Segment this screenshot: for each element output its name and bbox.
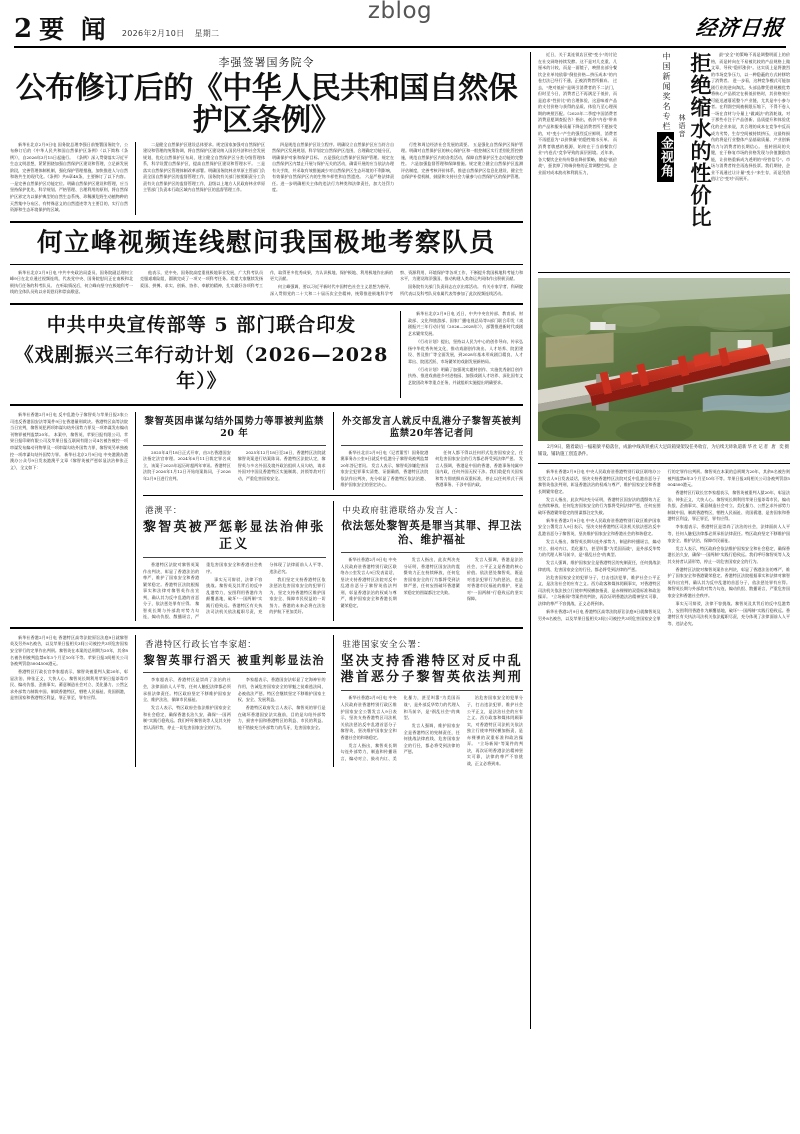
paragraph: 发言人表示，特区政府会依法维护国家安全和社会稳定，确保香港长治久安，确保"一国两制"实践行稳致远。我们呼吁黎智英等人及其支持者认清形势，停止一切危害国家安全的行为。: [143, 705, 231, 730]
story-drama: [10, 311, 523, 398]
ce-kicker: 香港特区行政长官李家超：: [145, 639, 257, 650]
divider: [10, 404, 523, 406]
paragraph: 新华社香港2月9日电 中央人民政府驻香港特别行政区维护国家安全公署发言人9日表示，坚决支持香港特区司法机关依法惩治反中乱港首恶分子黎智英，坚决维护国家安全和香港社会的和谐稳定。: [340, 695, 397, 740]
right-column-overflow-text: [538, 469, 790, 1029]
lo-body: [341, 557, 524, 609]
paragraph: 新华社北京2月9日电 中共中央政治局委员、国务院副总理何立峰9日在北京通过视频连线，代表党中央、国务院慰问正在南极和北极执行任务的科考队员。 在听取情况后，何立峰向坚守在极地科考一线的全体队员致以亲切慰问和崇高敬意。: [10, 269, 133, 295]
paragraph: 香港特区政府发言人表示，黎智英的罪行是在破坏香港国安法实施前，目的是勾结外部势力，损害中国和香港特区的利益、市民的利益。他不惜披充当外部势力的爪牙，危害国家安全。: [237, 705, 326, 730]
opinion-article: [538, 52, 790, 267]
paragraph: 新华社北京2月9日电 国务院总理李强日前签署国务院令，公布修订后的《中华人民共和国自然保护区条例》（以下简称《条例》），自2026年3月15日起施行。 《条例》深入贯彻落实习近平生态文明思想，紧紧围绕加强自然保护区建设和管理，立足新发展阶段，完善管理体制机制，强化保护管理措施，加快推进人与自然和谐共生的现代化。《条例》共8章48条，主要修订了以下内容。 一是完善自然保护区功能定位。明确自然保护区建设和管理，应当坚持保护优先、科学规划、严格管理、合理利用的原则，将自然保护区界定为以保护典型的自然生态系统、珍稀濒危野生动植物种的天然集中分布区、有特殊意义的自然遗迹等为主要目的，实行自然资源和生态环境保护的区域。: [10, 141, 128, 213]
paragraph: 近日，关于某连锁店区壁"变小"的讨论在社交网络持续发酵。这不是对几克重、几厘米的计较，而是一面镜子，映照出部分餐饮企业单纯依靠"倒挂价格—挤压成本"的内卷打法已经行不通，正被消费者所摒弃。 过去，"绝对低价"是吸引消费者的不二法门，但时至今日，消费者已不再满足于低价，而是追求"性价比"的合理体验，这意味着产品的支付价格与获得的品质、体验乃至心理预期的映照匹配。《2025年二季度中国消费者消费意愿调查报告》指出，低价"内卷"带来的产品和服务质量下降是消费者所不愿接受的，对"变小"产生的强烈反应鲜明，消费者不再愿意为"以价换量"的隐性缩水买单。 而消费者敏感的根源，始终在于当前餐饮行业"内卷式"竞争导致的深层困境。近年来，各大餐饮企业纷纷祭出降价策略，掀起"低价战"，蚕食掉了终端价格的正常调整空间。企业面对成本波动和利润压力，: [538, 52, 617, 175]
column-tag: 金视角: [657, 132, 674, 182]
ce-body: [143, 677, 326, 732]
story-he-headline: 何立峰视频连线慰问我国极地考察队员: [36, 228, 496, 259]
date-text: 2026年2月10日: [121, 29, 185, 38]
nso-body: [341, 695, 524, 767]
story-lai-headline: 黎智英因串谋勾结外国势力等罪被判监禁 20 年: [144, 416, 325, 440]
lo-kicker: 中央政府驻港联络办发言人：: [342, 506, 464, 517]
paragraph: 治危害国家安全的犯罪分子，打击违法犯罪，维护社会公平正义，是法治社会的应有之义。西方政客和媒体罔顾事实，对香港特区司法机关依法独立行使审判权横加指责，是赤裸裸的双重标准和政治操弄。 "立场新闻"等案件的判决，再次证明香港法治精神坚实可靠，法律的尊严不容挑战，正义必将到来。: [466, 695, 523, 766]
story-mfa-headline: 外交部发言人就反中乱港分子黎智英被判监禁20年答记者问: [341, 416, 522, 440]
hk-left-column: [10, 412, 136, 621]
opinion-right-text: [711, 52, 790, 184]
lead-story: [10, 54, 523, 215]
paragraph: 新华社北京2月9日电 近日，中共中央宣传部、教育部、财政部、文化和旅游部、国家广播电视总局等5部门联合印发《戏剧振兴三年行动计划（2026—2028年）》，部署推进新时代戏剧艺术繁荣发展。: [408, 311, 523, 336]
divider: [143, 557, 326, 558]
divider: [538, 272, 790, 273]
story-he-body: [10, 270, 523, 298]
bottom-right-area: [136, 635, 523, 768]
masthead-divider: [14, 46, 786, 48]
paragraph: 发言人强调，维护国家安全是香港特区的宪制责任，任何挑战法律底线、危害国家安全的行径，都必将受到法律的严惩。: [538, 560, 661, 572]
paragraph: 香港特区行政长官李家超表示，黎智英被重判人狱20年，彰显法治、伸张正义，大快人心。黎智英长期利用苹果日报荼毒市民、煽动仇恨、歪曲事实、蓄意制造社会对立、美化暴力、公然乞求外部势力制裁中国、制裁香港特区，牺牲人民福祉、贵国祸港，是害国家和香港特区利益，罪正罪至，罪有应得。: [667, 490, 790, 522]
opinion-vertical-title-area: [619, 52, 711, 267]
paragraph: 行性和周边经济社会发展的需要。 五是强化自然保护区保护管理。明确对自然保护区的核心保护区和一般控制区实行差别化管控措施，规范自然保护区内的各类活动，保障自然保护区生态功能的完整性。 六是加强监督管理和保障措施。规定建立健全自然保护区监测评估制度，完善考核评价体系，推进自然保护区信息化建设，健全生态保护补偿机制，鼓励和支持社会力量参与自然保护区的保护管理。: [401, 141, 523, 180]
gangao-kicker: 港澳平：: [145, 506, 183, 517]
paragraph: 李家超表示，香港特区是崇尚了法治的社会，法律面前人人平等，任何人触犯法律都必须承担法律责任。特区政府坚定不移维护国家安全、维护法治，保障市民福祉。: [143, 677, 231, 703]
paragraph: 治危害国家安全的犯罪分子，打击违法犯罪，维护社会公平正义，是法治社会的应有之义。西方政客和媒体罔顾事实，对香港特区司法机关依法独立行使审判权横加指责，是赤裸裸的双重标准和政治操弄。 "立场新闻"等案件的判决，再次证明香港法治精神坚实可靠，法律的尊严不容挑战，正义必将到来。: [538, 574, 661, 606]
story-mfa-qa: [333, 412, 524, 490]
photo-credit: 新华社记者 唐 奕摄: [742, 445, 790, 450]
nso-kicker: 驻港国家安全公署：: [342, 639, 427, 650]
paragraph: 新华社香港2月9日电 中央人民政府驻香港特别行政区维护国家安全公署发言人9日表示，坚决支持香港特区司法机关依法惩治反中乱港首恶分子黎智英，坚决维护国家安全和香港社会的和谐稳定。: [538, 517, 661, 537]
paragraph: 2025年12月18日至26日，香港特区法院就黎智英案进行结案陈词。香港特区法院认定，黎智英与多名外国及境外政治组织人员勾结，请求外国对中国及香港特区实施制裁、封锁等敌对行动，严重危害国家安全。: [237, 449, 326, 481]
paragraph: 香港特区行政长官李家超表示，黎智英被重判人狱20年，彰显法治、伸张正义，大快人心。黎智英长期利用苹果日报荼毒市民、煽动仇恨、歪曲事实、蓄意制造社会对立、美化暴力、公然乞求外部势力制裁中国、制裁香港特区，牺牲人民福祉、贵国祸港，是害国家和香港特区利益，罪正罪至，罪有应得。: [10, 669, 128, 701]
masthead: [10, 0, 790, 44]
paragraph: 国务院有关部门负责同志在京出席活动。 有关专家学者、科研院所代表以及科考队员家属代表等参加了此次视频连线活动。: [400, 284, 523, 296]
watermark-zblog: zblog: [367, 0, 433, 24]
paragraph: 事实无可辩驳，法律不容挑战。黎智英及其背后的反中乱港势力，妄图利用香港作为颠覆基地，破坏"一国两制"实践行稳致远。香港特区有关执法司法机关依法履职尽责，充分体现了法律面前人人平等、违法必究。: [667, 600, 790, 626]
paragraph: 发言人表示，特区政府会依法维护国家安全和社会稳定，确保香港长治久安，确保"一国两制"实践行稳致远。我们呼吁黎智英等人及其支持者认清形势，停止一切危害国家安全的行为。: [667, 545, 790, 564]
paragraph: 新华社香港2月9日电 中央人民政府驻香港特别行政区联络办公室发言人9日发表谈话，坚决支持香港特区法院对反中乱港首恶分子黎智英依法判刑，彰显香港法治的权威与尊严，维护国家安全和香港长期繁荣稳定。: [538, 469, 661, 494]
railway-bridge-photo: [538, 278, 790, 441]
paragraph: 《行动计划》提出，坚持以人民为中心的创作导向，传承弘扬中华优秀传统文化，推动戏剧创作演出、人才培养、院团建设、普及推广等全面发展，到2028年基本形成剧目精良、人才辈出、院团活跃、市场繁荣的戏剧发展新格局。: [408, 339, 523, 364]
photo-caption-block: [538, 444, 790, 458]
story-lai-body: [143, 450, 326, 484]
divider: [10, 264, 523, 265]
divider: [143, 495, 523, 496]
gangao-body: [143, 562, 326, 621]
lead-story-col-1: [10, 142, 136, 216]
story-gangaoping: [143, 501, 326, 620]
paragraph: 李家超表示，香港特区是崇尚了法治的社会，法律面前人人平等，任何人触犯法律都必须承担法律责任。特区政府坚定不移维护国家安全、维护法治，保障市民福祉。: [667, 524, 790, 543]
paragraph: 发言人指出，黎智英长期勾连外部势力，制造和传播谣言，煽动对立、鼓动内讧、美化暴力，甚至叫嚣"为美国而战"，是外部反华势力的代理人和马前卒，是"祸乱社会"的典型。: [340, 695, 460, 761]
news-photo-block: [538, 278, 790, 458]
divider: [341, 690, 524, 691]
opinion-byline: 林语音: [677, 114, 686, 138]
page-body: [10, 52, 790, 1029]
hk-block: [10, 412, 523, 621]
page-number: 2: [14, 14, 33, 44]
paragraph: 四是规范自然保护区设立程序。明确设立自然保护区应当符合自然保护区发展规划，科学划定自然保护区范围，合理确定功能分区，明确保护对象和保护目标。 五是强化自然保护区保护管理。规定在自然保护区内禁止开展与保护无关的活动，确需开展的应当依法办理有关手续，并采取有效措施减少对自然保护区生态环境的不利影响，有效保护自然保护区内的生物多样性和自然遗迹。 六是严格法律责任。进一步明确相关主体的违法行为种类和法律责任，加大处罚力度。: [272, 141, 394, 193]
divider: [538, 463, 790, 464]
story-national-security-office: [333, 635, 524, 768]
section-title: 要 闻: [39, 15, 110, 44]
paragraph: 发言人指出，黎智英长期勾连外部势力，制造和传播谣言，煽动对立、鼓动内讧、美化暴力，甚至叫嚣"为美国而战"，是外部反华势力的代理人和马前卒，是"祸乱社会"的典型。: [538, 539, 661, 558]
paragraph: 新华社北京2月9日电（记者董雪）国务院港澳事务办公室9日就反中乱港分子黎智英被判监禁20年答记者问。 发言人表示，黎智英涉嫌危害国家安全犯罪事实清楚、证据确凿，香港特区法院依法作出判决，充分彰显了香港特区依法治港、维护国家安全的坚定决心。: [340, 449, 429, 488]
paragraph: 何立峰强调，要以习近平新时代中国特色社会主义思想为指导，深入贯彻党的二十大和二十届历次全会精神，统筹推进极地科学考察、资源利用、环境保护等各项工作，不断提升我国极地科考能力和水平，为建设海洋强国、推动构建人类命运共同体作出积极贡献。: [270, 269, 523, 296]
paragraph: 《行动计划》明确了加强现实题材创作、实施优秀剧目创作扶持、推进戏曲进乡村进校园、加强戏剧人才培养、深化国有文艺院团改革等重点任务，并就组织实施提出明确要求。: [408, 366, 523, 385]
paragraph: 新华社香港2月9日电 中央人民政府驻香港特别行政区联络办公室发言人9日发表谈话，坚决支持香港特区法院对反中乱港首恶分子黎智英依法判刑，彰显香港法治的权威与尊严，维护国家安全和香港长期繁荣稳定。: [340, 557, 397, 608]
paragraph: 发言人指出，此次判决充分证明，香港特区国安法的震慑效力正在持续释放，任何危害国家安全的行为都将受到法律严惩，任何妄图破坏香港繁荣稳定的图谋都注定失败。: [403, 557, 460, 595]
paragraph: 事实无可辩驳，法律不容挑战。黎智英及其背后的反中乱港势力，妄图利用香港作为颠覆基地，破坏"一国两制"实践行稳致远。香港特区有关执法司法机关依法履职尽责，充分体现了法律面前人人平等、违法必究。: [206, 561, 326, 615]
opinion-title: 拒绝缩水的性价比: [688, 52, 712, 228]
opinion-left-text: [538, 52, 617, 178]
paragraph: 香港特区法院对黎智英案作出判决，彰显了香港法治的尊严，维护了国家安全和香港繁荣稳定。香港特区法院根据事实和法律对黎智英作出宣判，确认其为反中乱港的首恶分子，依法惩处罪有应得。 黎智英长期与外部敌对势力勾连，煽动仇恨、散播谣言，严重危害国家安全和香港社会秩序。: [143, 561, 263, 620]
hk-second-row: [143, 501, 523, 620]
paragraph: 发言人强调，香港是法治社会，公平正义是香港的核心价值。依法惩处黎智英，既是对违法犯罪行为的惩治，也是对香港市民福祉的维护，更是对"一国两制"行稳致远的坚实保障。: [466, 557, 523, 602]
ce-headline: 黎智英罪行滔天 被重判彰显法治: [143, 653, 326, 667]
divider: [341, 445, 524, 446]
paragraph: 新华社香港2月9日电 香港特区高等法院原讼法庭9日就黎智英及另外8名被告，以及苹果日报相关3间公司被控共3项危害国家安全罪行的定罪作出判刑。黎智英在本案的总刑期为20年，其余8名被告则被判监禁6年3个月至10年不等。苹果日报3间相关公司各被判罚款5004500港元。: [10, 634, 128, 667]
paragraph: 二是健全自然保护区建设总体要求。规定国家加强对自然保护区建设和管理的统筹协调，将自然保护区建设纳入国民经济和社会发展规划，优化自然保护区布局，建立健全自然保护区分类分级管理体系，科学设置自然保护区，提高自然保护区建设和管理水平。 三是落实自然保护区管理体制改革部署。明确国务院林业草原主管部门负责全国自然保护区的监督管理工作，国务院有关部门按照职责分工负责有关自然保护区的监督管理工作，县级以上地方人民政府林业草原主管部门负责本行政区域内自然保护区的监督管理工作。: [143, 141, 265, 193]
divider: [10, 627, 523, 629]
paragraph: 李家超表示，香港国安法彰显了定海神针的作用，告诫危害国家安全的罪魁之徒难逃法网，必被依法严惩。特区会继续坚定不移维护国家主权、安全、发展利益。: [237, 677, 326, 703]
lead-story-cols: [136, 142, 523, 216]
paragraph: 我们坚定支持香港特区依法惩治危害国家安全的犯罪行为，坚定支持香港特区维护国家安全、保障市民权益的一切努力。香港的未来必将在法治的护航下更加美好。: [269, 576, 326, 615]
story-drama-headline-line1: 中共中央宣传部等 5 部门联合印发: [46, 314, 357, 337]
paragraph: 香港特区法院对黎智英案作出判决，彰显了香港法治的尊严，维护了国家安全和香港繁荣稳定。香港特区法院根据事实和法律对黎智英作出宣判，确认其为反中乱港的首恶分子，依法惩处罪有应得。 黎智英长期与外部敌对势力勾连，煽动仇恨、散播谣言，严重危害国家安全和香港社会秩序。: [667, 566, 790, 598]
divider: [143, 672, 326, 673]
hk-right-area: [136, 412, 523, 621]
story-chief-executive: [143, 635, 326, 768]
paragraph: 新华社香港2月9日电 反中乱港分子黎智英与苹果日报3家公司违反香港国安法等案件9日在香港量刑裁决。香港特区高等法院当日宣判，黎智英犯两项串谋勾结外国势力罪及一项串谋发布煽动刊物罪被判监禁20年。 本案中，黎智英、苹果日报有限公司、苹果日报印刷有限公司及苹果日报互联网有限公司4名被告被控一项串谋发布煽动刊物罪及一项串谋勾结外国势力罪，黎智英另单独被控一项串谋勾结外国势力罪。 新华社北京2月9日电 中央港澳办港澳办公众号9日发表港澳平文章《黎智英被严惩彰显法治伸张正义》，全文如下：: [10, 412, 128, 470]
paragraph: 发言人指出，此次判决充分证明，香港特区国安法的震慑效力正在持续释放，任何危害国家安全的行为都将受到法律严惩，任何妄图破坏香港繁荣稳定的图谋都注定失败。: [538, 496, 661, 515]
story-he-lifeng: [10, 229, 523, 297]
story-lai-sentence: [143, 412, 326, 490]
paragraph: 新华社香港2月9日电 香港特区高等法院原讼法庭9日就黎智英及另外8名被告，以及苹果日报相关3间公司被控共3项危害国家安全罪行的定罪作出判刑。黎智英在本案的总刑期为20年，其余8名被告则被判监禁6年3个月至10年不等。苹果日报3间相关公司各被判罚款5004500港元。: [538, 469, 790, 621]
newspaper-brand-logo: 经济日报: [694, 15, 786, 40]
story-drama-headline-line2: 《戏剧振兴三年行动计划（2026—2028 年）》: [14, 343, 389, 392]
bottom-block: [10, 635, 523, 768]
divider: [10, 221, 523, 223]
lead-story-headline: 公布修订后的《中华人民共和国自然保护区条例》: [15, 71, 518, 138]
column-subtag: 中国新闻奖名专栏: [661, 52, 671, 132]
divider: [341, 552, 524, 553]
divider: [143, 445, 326, 446]
paragraph: 发言人强调，维护国家安全是香港特区的宪制责任，任何挑战法律底线、危害国家安全的行径，都必将受到法律的严惩。: [403, 723, 460, 755]
left-main-column: [10, 52, 530, 1029]
story-drama-body: [400, 311, 523, 398]
right-column: [530, 52, 790, 1029]
photo-caption: 2月9日，随着最后一榀箱梁平稳落位，成渝中线高铁重庆大足段箱梁架设任务收官，为后续无砟轨道铺设、铺轨施工创造条件。: [538, 445, 743, 458]
story-mfa-body: [341, 450, 524, 491]
bottom-left-column: [10, 635, 136, 768]
paragraph: 任何人都不得以任何形式危害国家安全，任何危害国家安全的行为都必将受到法律严惩。 发言人强调，香港是中国的香港，香港事务纯属中国内政，任何外国无权干涉。我们敦促有关国家和势力彻底摒弃双重标准，停止以任何形式干预香港事务、干涉中国内政。: [435, 449, 523, 488]
column-tag-group: [657, 52, 674, 182]
lead-story-kicker: 李强签署国务院令: [218, 56, 315, 69]
paragraph: 他表示，党中央、国务院高度重视极地事业发展，广大科考队员克服艰难险阻，圆满完成了一项又一项科考任务。希望大家继续发扬爱国、拼搏、求实、创新、协作、奉献的精神，扎实做好各项科考工作，取得更多优秀成果，为认识极地、保护极地、利用极地作出新的更大贡献。: [140, 269, 393, 288]
nso-headline: 坚决支持香港特区对反中乱港首恶分子黎智英依法判刑: [340, 653, 523, 686]
gangao-headline: 黎智英被严惩彰显法治伸张正义: [143, 520, 326, 552]
story-liaison-office: [333, 501, 524, 620]
publication-date: [122, 28, 220, 42]
weekday-text: 星期二: [194, 29, 220, 38]
lo-headline: 依法惩处黎智英是罪当其罪、捍卫法治、维护福祉: [341, 520, 523, 547]
divider: [10, 303, 523, 305]
paragraph: 最"安全"的策略不再是调整明面上的价格，而是转向在不易被比较的产品规格上做文章，导致"隐形涨价"。这实质上是将激烈的市场竞争压力，以一种隐蔽的方式转移给了消费者。 进一步看，这种竞争模式可能加剧行业的逆向淘汰。头部品牌凭借规模优势将核心产品锁定在极低价格时，其价格效应可能迅速蔓延整个产业链，尤其是中小参与者。在利润空间被极限压缩下，不得不卷入一场在食材与分量上"做减法"的消耗战。对于那些专注于产品创新、品质提升和体验优化的企业来说，其合理的成本在竞争中反而成为劣势，生存空间被持续挤压，这最终损伤的将是行业整体产品基础质量、产业创新动力与消费者的长期信心。 扭转困局的关键，在于修复市场的价格发现与价值激励功能，让价格重新成为透明的"经营信号"。市场与消费者终会再选择投票。我们期待，企业不再通过让计量"变小"来生存，而是凭借值让它"变对"而展开。: [711, 52, 790, 182]
paragraph: 2025年4月18日正式开审，由3名香港国安法指定法官审理。2024年6月11日裁定罪名成立，该案于2025年起历时超两年审讯。香港特区法院于2026年1月12日开始结案陈词，于2026年2月9日进行宣判。: [143, 449, 231, 481]
